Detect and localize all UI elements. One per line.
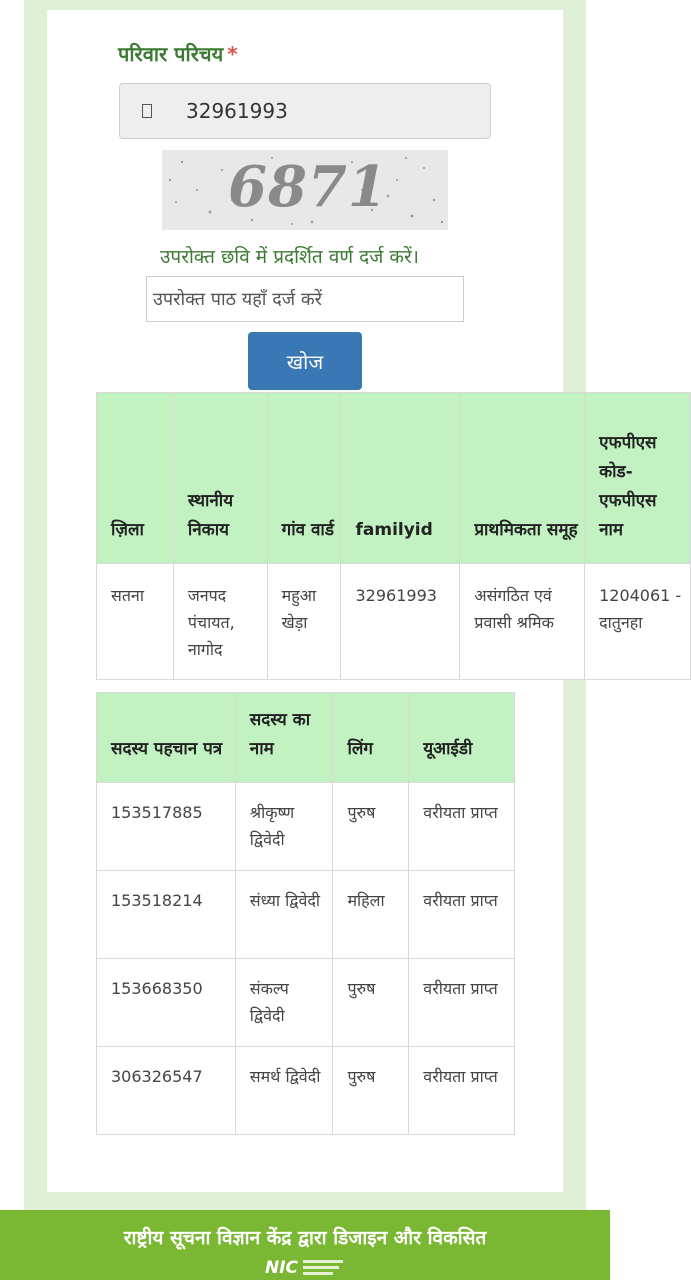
family-id-label-text: परिवार परिचय xyxy=(118,42,224,66)
header-village-ward: गांव वार्ड xyxy=(267,393,341,564)
cell-familyid: 32961993 xyxy=(341,564,460,680)
cell-member-name: श्रीकृष्ण द्विवेदी xyxy=(235,783,333,871)
header-familyid: familyid xyxy=(341,393,460,564)
table-row xyxy=(97,1047,515,1135)
cell-member-name: संध्या द्विवेदी xyxy=(235,871,333,959)
members-table-header xyxy=(97,693,515,783)
cell-uid: वरीयता प्राप्त xyxy=(409,1047,515,1135)
family-table-header xyxy=(97,393,691,564)
family-id-label xyxy=(118,40,238,67)
captcha-image xyxy=(162,150,448,230)
header-local-body: स्थानीय निकाय xyxy=(173,393,267,564)
header-gender: लिंग xyxy=(333,693,409,783)
members-table xyxy=(96,692,515,1135)
cell-member-id: 153518214 xyxy=(97,871,236,959)
required-mark: * xyxy=(227,42,238,66)
id-card-icon xyxy=(142,104,152,118)
family-id-field[interactable] xyxy=(119,83,491,139)
cell-member-name: संकल्प द्विवेदी xyxy=(235,959,333,1047)
cell-gender: पुरुष xyxy=(333,783,409,871)
footer-credit: राष्ट्रीय सूचना विज्ञान केंद्र द्वारा डिजाइन और विकसित xyxy=(123,1227,487,1249)
header-member-id: सदस्य पहचान पत्र xyxy=(97,693,236,783)
table-row xyxy=(97,783,515,871)
search-button[interactable]: खोज xyxy=(248,332,362,390)
cell-gender: पुरुष xyxy=(333,1047,409,1135)
cell-fps: 1204061 - दातुनहा xyxy=(585,564,691,680)
cell-priority-group: असंगठित एवं प्रवासी श्रमिक xyxy=(460,564,585,680)
header-district: ज़िला xyxy=(97,393,174,564)
footer xyxy=(0,1210,610,1280)
cell-uid: वरीयता प्राप्त xyxy=(409,959,515,1047)
captcha-hint: उपरोक्त छवि में प्रदर्शित वर्ण दर्ज करें। xyxy=(160,246,419,268)
cell-uid: वरीयता प्राप्त xyxy=(409,871,515,959)
header-fps: एफपीएस कोड-एफपीएस नाम xyxy=(585,393,691,564)
cell-gender: महिला xyxy=(333,871,409,959)
cell-village-ward: महुआ खेड़ा xyxy=(267,564,341,680)
cell-gender: पुरुष xyxy=(333,959,409,1047)
header-priority-group: प्राथमिकता समूह xyxy=(460,393,585,564)
cell-member-id: 153517885 xyxy=(97,783,236,871)
captcha-code: 6871 xyxy=(228,154,388,220)
cell-member-name: समर्थ द्विवेदी xyxy=(235,1047,333,1135)
family-table xyxy=(96,392,691,680)
cell-district: सतना xyxy=(97,564,174,680)
table-row xyxy=(97,959,515,1047)
header-member-name: सदस्य का नाम xyxy=(235,693,333,783)
cell-member-id: 153668350 xyxy=(97,959,236,1047)
cell-uid: वरीयता प्राप्त xyxy=(409,783,515,871)
family-id-value: 32961993 xyxy=(186,99,288,123)
cell-local-body: जनपद पंचायत, नागोद xyxy=(173,564,267,680)
captcha-input[interactable] xyxy=(146,276,464,322)
nic-logo-text: NIC xyxy=(265,1258,299,1278)
cell-member-id: 306326547 xyxy=(97,1047,236,1135)
header-uid: यूआईडी xyxy=(409,693,515,783)
nic-logo xyxy=(265,1258,345,1278)
table-row xyxy=(97,564,691,680)
table-row xyxy=(97,871,515,959)
